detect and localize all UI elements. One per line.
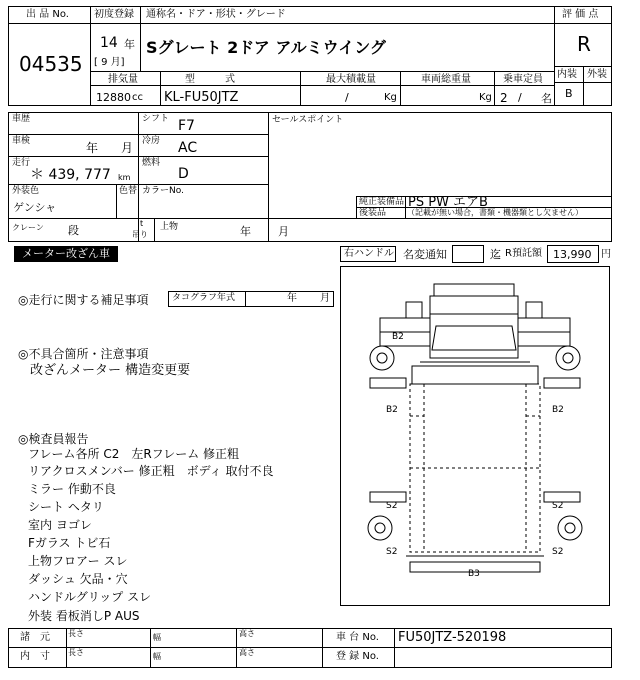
displacement-unit: cc bbox=[132, 92, 143, 103]
shift-label: シフト bbox=[142, 114, 170, 124]
crane-label: クレーン bbox=[12, 223, 44, 232]
color-code-label: カラーNo. bbox=[142, 186, 184, 196]
upper-month-unit: 月 bbox=[278, 225, 289, 238]
model-name: Sグレート 2ドア アルミウイング bbox=[146, 38, 386, 57]
list-item: ミラー 作動不良 bbox=[28, 482, 116, 496]
length-label: 長さ bbox=[68, 629, 84, 638]
color-no-label: 色替 bbox=[119, 186, 138, 196]
crane-t-label: t bbox=[140, 219, 144, 228]
tachograph-year-unit: 年 bbox=[287, 293, 297, 304]
reg-year: 14 bbox=[100, 35, 118, 51]
sales-point-label: セールスポイント bbox=[272, 115, 344, 125]
displacement-value: 12880 bbox=[96, 91, 131, 104]
list-item: ダッシュ 欠品・穴 bbox=[28, 572, 128, 586]
reg-month: [ 9 月] bbox=[94, 57, 125, 68]
inspection-month-unit: 月 bbox=[121, 141, 134, 155]
defects-text: 改ざんメーター 構造変更要 bbox=[30, 363, 191, 378]
tachograph-month-unit: 月 bbox=[320, 293, 330, 304]
interior-label: 内装 bbox=[557, 69, 577, 80]
odometer-tampered-text: メーター改ざん車 bbox=[22, 247, 110, 260]
gross-weight-label: 車両総重量 bbox=[421, 74, 471, 85]
lot-number: 04535 bbox=[19, 52, 83, 76]
capacity-unit: 名 bbox=[541, 92, 552, 105]
recycle-label: R預託額 bbox=[505, 248, 542, 259]
length-label-2: 長さ bbox=[68, 648, 84, 657]
damage-mark: B2 bbox=[386, 405, 398, 415]
displacement-label: 排気量 bbox=[108, 74, 138, 85]
width-label: 幅 bbox=[153, 633, 161, 642]
deadline-label: 迄 bbox=[490, 248, 501, 261]
mileage-value: ＊ 439, 777 bbox=[30, 167, 111, 183]
capacity-label: 乗車定員 bbox=[503, 74, 543, 85]
upper-label: 上物 bbox=[160, 222, 179, 232]
gross-weight-unit: Kg bbox=[479, 92, 492, 103]
specs-label: 諸 元 bbox=[20, 632, 50, 643]
max-load-label: 最大積載量 bbox=[326, 74, 376, 85]
max-load-value: / bbox=[345, 91, 349, 104]
inspection-year-unit: 年 bbox=[86, 141, 99, 155]
chassis-value: FU50JTZ-520198 bbox=[398, 630, 507, 645]
truck-diagram bbox=[340, 266, 610, 606]
damage-mark: S2 bbox=[552, 547, 564, 557]
mileage-unit: km bbox=[118, 173, 131, 182]
list-item: 外装 看板消しP AUS bbox=[28, 609, 140, 623]
grade-label: 評 価 点 bbox=[562, 9, 599, 20]
aircon-value: AC bbox=[178, 140, 198, 156]
inspector-label: ◎検査員報告 bbox=[18, 432, 89, 446]
capacity-value: 2 bbox=[500, 91, 508, 105]
shift-value: F7 bbox=[178, 118, 195, 134]
equipment-label: 純正装備品 bbox=[359, 197, 405, 207]
list-item: Fガラス トビ石 bbox=[28, 536, 111, 550]
list-item: フレーム各所 C2 左Rフレーム 修正粗 bbox=[28, 447, 240, 461]
recycle-unit: 円 bbox=[601, 249, 611, 260]
aircon-label: 冷房 bbox=[142, 136, 161, 146]
capacity-sep: / bbox=[518, 91, 522, 104]
height-label-2: 高さ bbox=[239, 648, 255, 657]
registration-label: 登 録 No. bbox=[336, 651, 379, 662]
tachograph-label: タコグラフ年式 bbox=[172, 293, 236, 303]
width-label-2: 幅 bbox=[153, 652, 161, 661]
odometer-tampered-badge bbox=[14, 246, 118, 262]
damage-mark: B2 bbox=[552, 405, 564, 415]
model-code-label: 型 式 bbox=[185, 74, 235, 85]
list-item: リアクロスメンバー 修正粗 ボディ 取付不良 bbox=[28, 464, 274, 478]
lot-label: 出 品 No. bbox=[26, 9, 69, 20]
crane-lift-label: 吊り bbox=[132, 230, 148, 239]
history-label: 車歴 bbox=[12, 114, 31, 124]
model-code-value: KL-FU50JTZ bbox=[164, 90, 239, 105]
right-hand-label: 右ハンドル bbox=[344, 248, 394, 259]
damage-mark: S2 bbox=[386, 547, 398, 557]
aftermarket-note: （記載が無い場合，書類・機器類とし欠ません） bbox=[407, 208, 583, 217]
damage-mark: B3 bbox=[468, 569, 480, 579]
list-item: ハンドルグリップ スレ bbox=[28, 590, 152, 604]
reg-year-unit: 年 bbox=[124, 38, 135, 51]
interior-value: B bbox=[565, 87, 573, 100]
name-label: 通称名・ドア・形状・グレード bbox=[146, 9, 286, 20]
damage-mark: S2 bbox=[386, 501, 398, 511]
name-change-box bbox=[452, 245, 484, 263]
grade-value: R bbox=[577, 32, 591, 56]
chassis-label: 車 台 No. bbox=[336, 632, 379, 643]
list-item: シート ヘタリ bbox=[28, 500, 104, 514]
equipment-value: PS PW エアB bbox=[408, 195, 488, 210]
recycle-value: 13,990 bbox=[553, 248, 592, 261]
exterior-label: 外装 bbox=[587, 69, 607, 80]
color-label: 外装色 bbox=[12, 186, 40, 196]
damage-mark: B2 bbox=[392, 332, 404, 342]
damage-mark: S2 bbox=[552, 501, 564, 511]
max-load-unit: Kg bbox=[384, 92, 397, 103]
driving-notes-label: ◎走行に関する補足事項 bbox=[18, 293, 149, 307]
aftermarket-label: 後装品 bbox=[359, 208, 387, 218]
upper-year-unit: 年 bbox=[240, 225, 251, 238]
footer-table bbox=[8, 628, 612, 668]
name-change-label: 名変通知 bbox=[403, 248, 447, 261]
defects-label: ◎不具合箇所・注意事項 bbox=[18, 347, 149, 361]
first-reg-label: 初度登録 bbox=[94, 9, 134, 20]
interior-dim-label: 内 寸 bbox=[20, 651, 50, 662]
fuel-label: 燃料 bbox=[142, 158, 161, 168]
crane-step-label: 段 bbox=[68, 224, 79, 237]
inspection-label: 車検 bbox=[12, 136, 31, 146]
color-value: ゲンシャ bbox=[13, 201, 57, 214]
list-item: 上物フロアー スレ bbox=[28, 554, 128, 568]
lot-divider bbox=[90, 6, 91, 106]
fuel-value: D bbox=[178, 166, 189, 182]
list-item: 室内 ヨゴレ bbox=[28, 518, 92, 532]
mileage-label: 走行 bbox=[12, 158, 31, 168]
height-label: 高さ bbox=[239, 629, 255, 638]
